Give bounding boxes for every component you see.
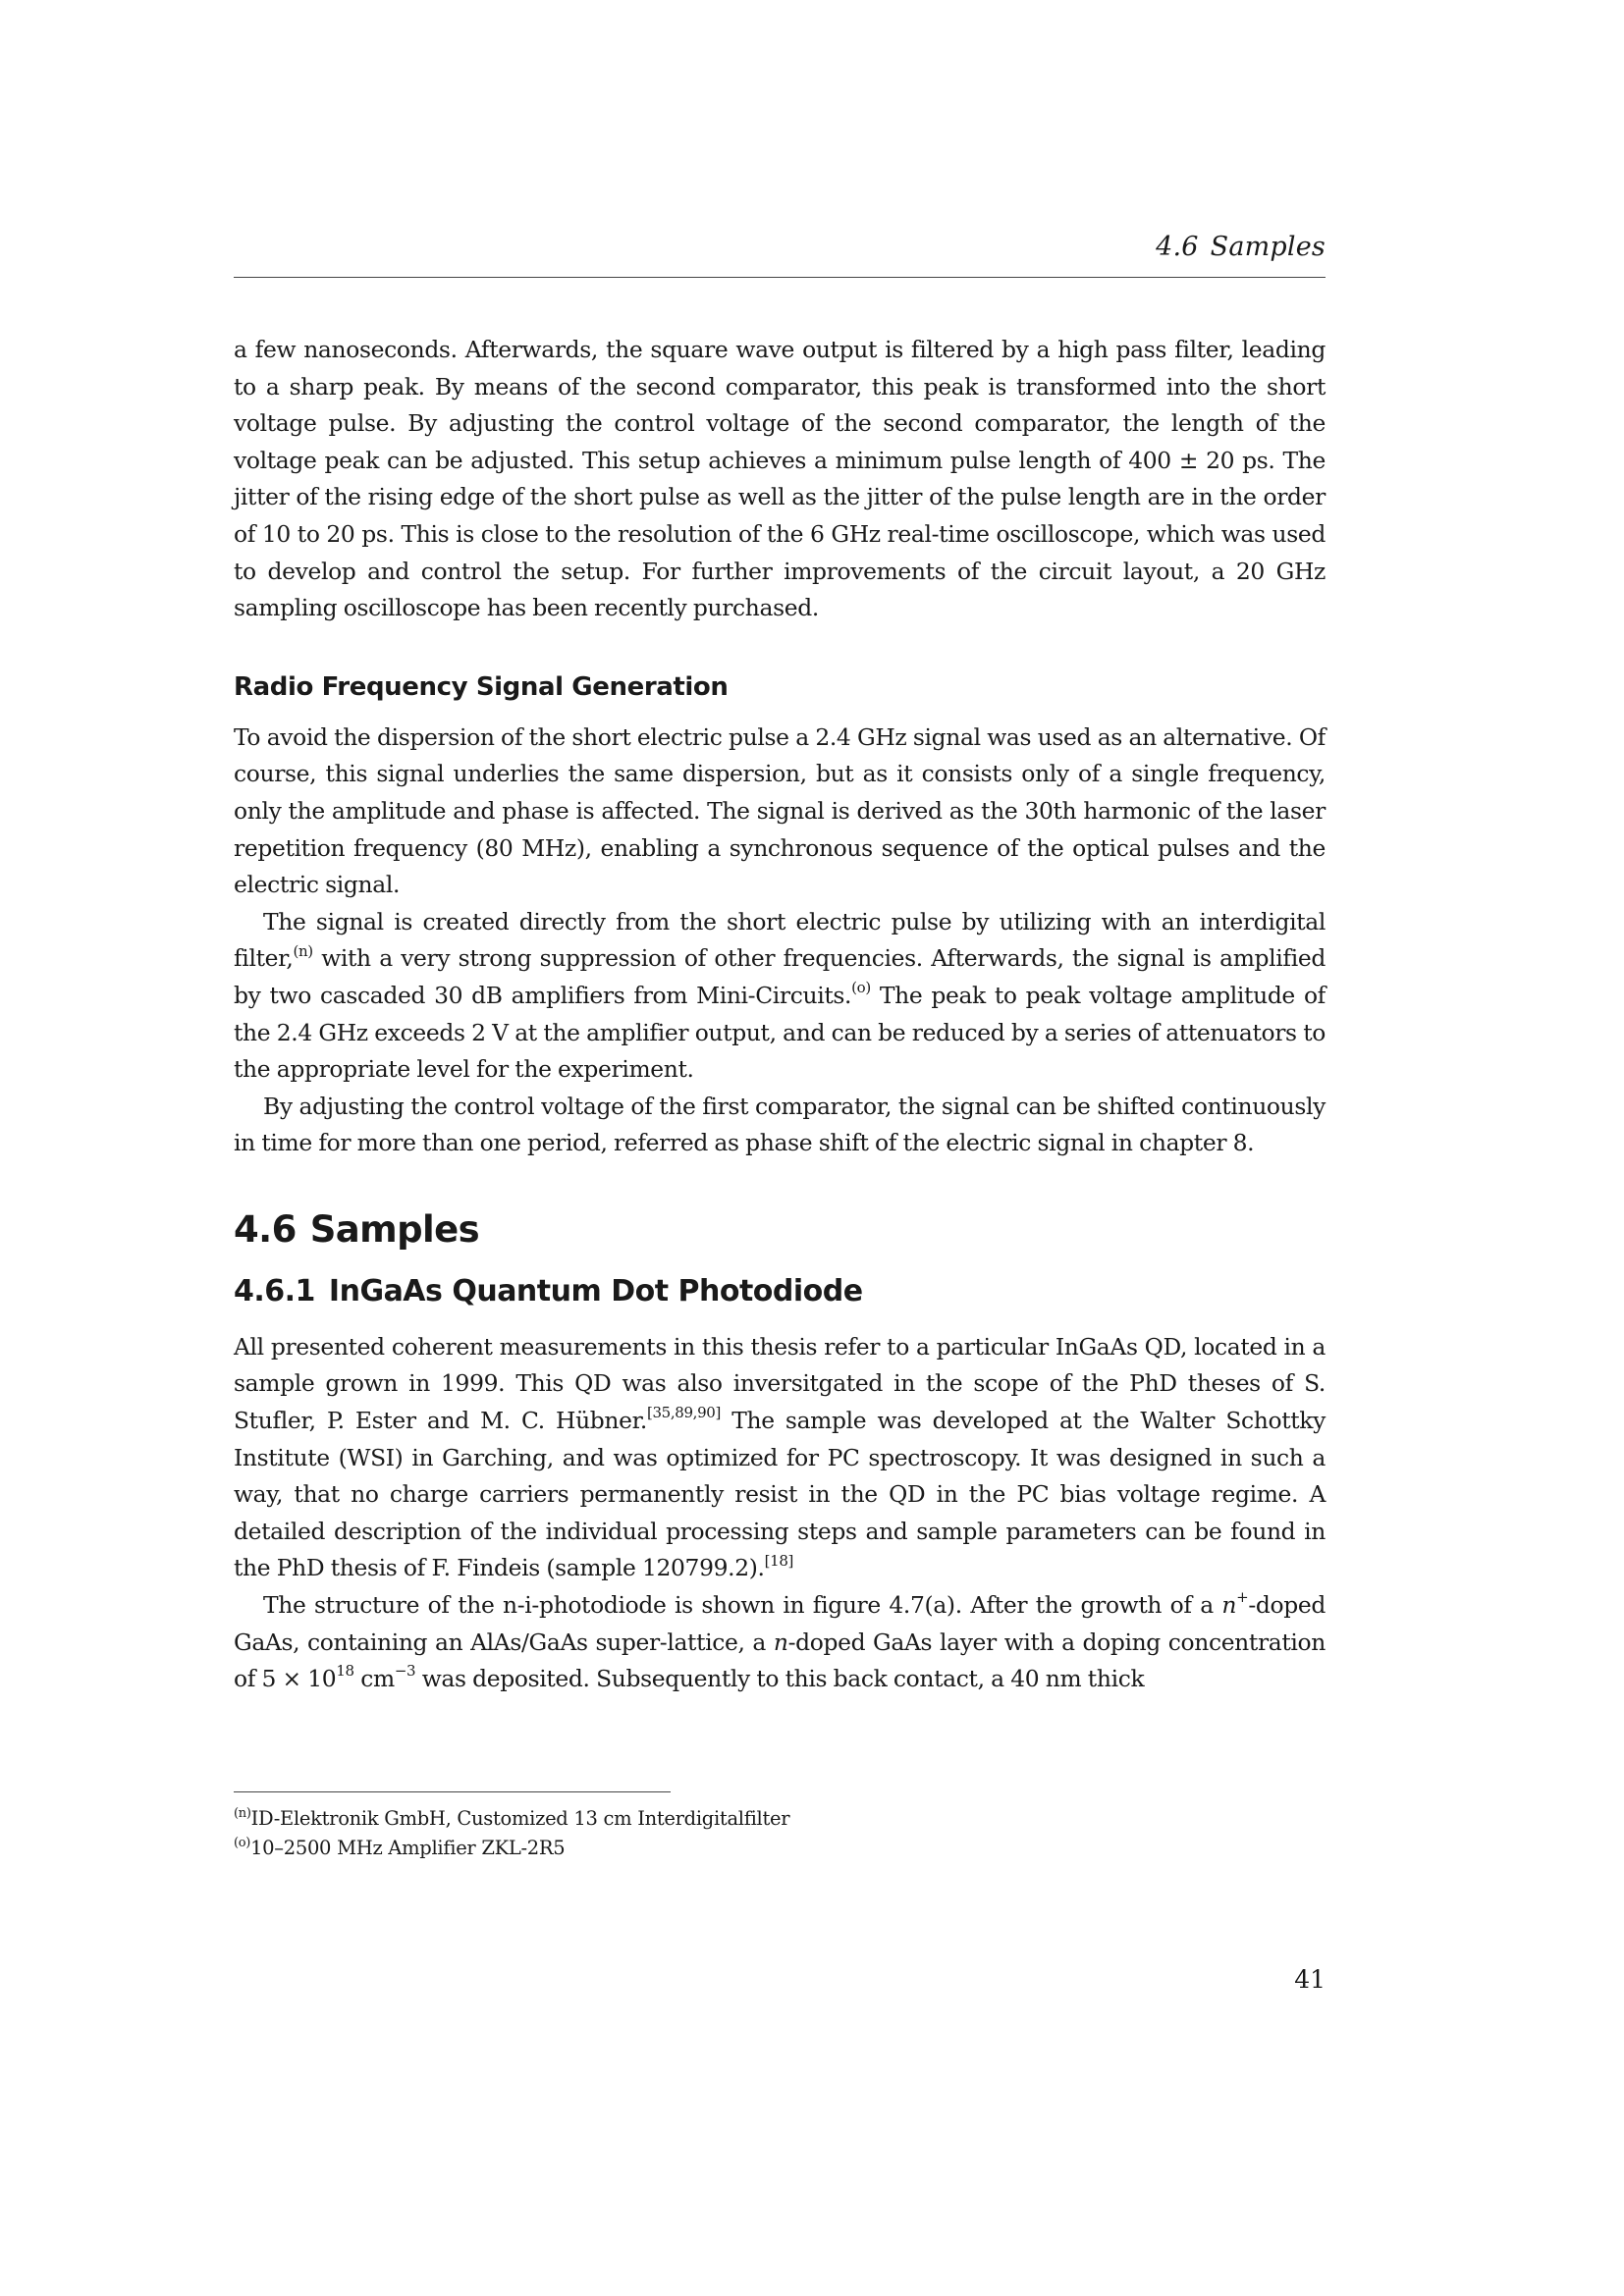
footnotes bbox=[234, 1804, 1326, 1863]
document-page bbox=[234, 0, 1326, 2296]
running-header-section-title: Samples bbox=[1210, 232, 1326, 262]
page-number: 41 bbox=[1294, 1965, 1326, 1994]
subsection-heading-photodiode: 4.6.1 InGaAs Quantum Dot Photodiode bbox=[234, 1273, 863, 1308]
paragraph-pulse-setup: a few nanoseconds. Afterwards, the square wave output is filtered by a high pass filter, leading to a sharp peak. By means of the second comparator, this peak is transformed into the short voltage pulse. By adjusting the control voltage of the second comparator, the length of the voltage peak can be adjusted. This setup achieves a minimum pulse length of 400 ± 20 ps. The jitter of the rising edge of the short pulse as well as the jitter of the pulse length are in the order of 10 to 20 ps. This is close to the resolution of the 6 GHz real-time oscilloscope, which was used to develop and control the setup. For further improvements of the circuit layout, a 20 GHz sampling oscilloscope has been recently purchased. bbox=[234, 336, 1326, 622]
section-heading-samples: 4.6 Samples bbox=[234, 1207, 480, 1251]
paragraph-structure: The structure of the n-i-photodiode is shown in figure 4.7(a). After the growth of a n+-doped GaAs, containing an AlAs/GaAs super-lattice, a n-doped GaAs layer with a doping concentration of $5 \times 10^{18}$ $cm^{-3}$ was deposited. Subsequently to this back contact, a 40 nm thick bbox=[234, 1588, 1326, 1693]
footnote-n: $^{(n)}$ID-Elektronik GmbH, Customized 13 cm Interdigitalfilter bbox=[234, 1805, 790, 1830]
paragraph-phase-shift: By adjusting the control voltage of the first comparator, the signal can be shifted continuously in time for more than one period, referred as phase shift of the electric signal in chapter 8. bbox=[234, 1092, 1326, 1157]
running-header bbox=[1156, 232, 1326, 262]
footnote-rule bbox=[234, 1791, 671, 1792]
paragraph-qd-sample: All presented coherent measurements in this thesis refer to a particular InGaAs QD, located in a sample grown in 1999. This QD was also inversitgated in the scope of the PhD theses of S. Stufler, P. Ester and M. C. Hübner.[35,89,90] The sample was developed at the Walter Schottky Institute (WSI) in Garching, and was optimized for PC spectroscopy. It was designed in such a way, that no charge carriers permanently resist in the QD in the PC bias voltage regime. A detailed description of the individual processing steps and sample parameters can be found in the PhD thesis of F. Findeis (sample 120799.2).[18] bbox=[234, 1332, 1326, 1582]
heading-radio-frequency: Radio Frequency Signal Generation bbox=[234, 671, 729, 702]
footnote-ref-o[interactable]: (o) bbox=[851, 979, 871, 997]
citation-35-89-90[interactable]: [35,89,90] bbox=[646, 1404, 721, 1422]
header-rule bbox=[234, 277, 1326, 278]
footnote-o: $^{(o)}$10–2500 MHz Amplifier ZKL-2R5 bbox=[234, 1835, 566, 1859]
citation-18[interactable]: [18] bbox=[764, 1551, 794, 1570]
paragraph-rf-dispersion: To avoid the dispersion of the short electric pulse a 2.4 GHz signal was used as an alternative. Of course, this signal underlies the same dispersion, but as it consists only of a single frequency, only the amplitude and phase is affected. The signal is derived as the 30th harmonic of the laser repetition frequency (80 MHz), enabling a synchronous sequence of the optical pulses and the electric signal. bbox=[234, 722, 1326, 899]
footnote-ref-n[interactable]: (n) bbox=[293, 941, 313, 960]
running-header-section-number: 4.6 bbox=[1156, 232, 1199, 262]
paragraph-rf-filter: The signal is created directly from the short electric pulse by utilizing with an interdigital filter,$^{(n)}$ with a very strong suppression of other frequencies. Afterwards, the signal is amplified by two cascaded 30 dB amplifiers from Mini-Circuits.$^{(o)}$ The peak to peak voltage amplitude of the 2.4 GHz exceeds 2 V at the amplifier output, and can be reduced by a series of attenuators to the appropriate level for the experiment. bbox=[234, 907, 1326, 1084]
body-text bbox=[234, 332, 1326, 1698]
